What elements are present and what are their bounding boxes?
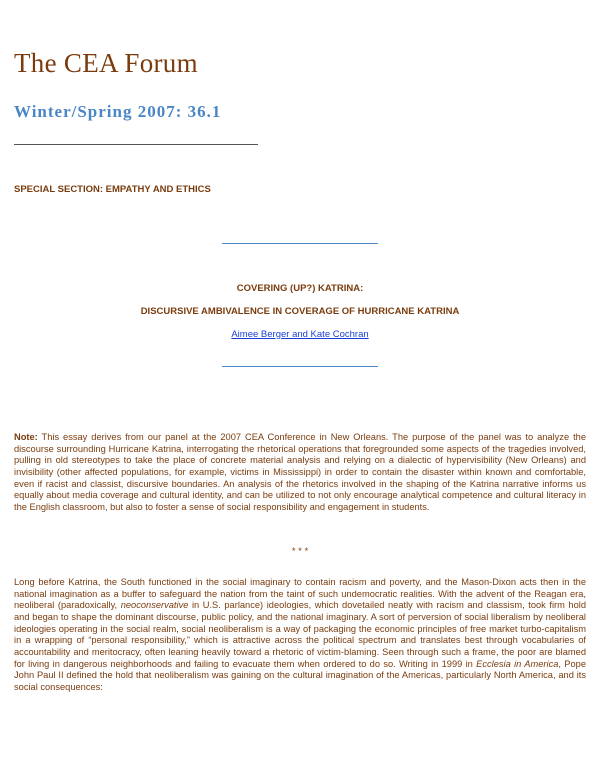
editorial-note xyxy=(14,432,586,514)
body-text-3: , Pope John Paul II defined the hold that neoliberalism was gaining on the cultural imagination of the Americas, particularly North America, and its social consequences: xyxy=(14,658,586,692)
journal-title: The CEA Forum xyxy=(14,48,198,78)
issue-label: Winter/Spring 2007: 36.1 xyxy=(14,102,222,121)
body-text-2: in U.S. parlance) ideologies, which dovetailed neatly with racism and classism, took firm hold and began to shape the dominant discourse, public policy, and the national imaginary. A sort of perversion of social liberalism by neoliberal ideologies operating in the social realm, social neoliberalism is a way of packaging the economic principles of free market turbo-capitalism in a wrapping of “personal responsibility,” which is attractive across the political spectrum and translates best through vocabularies of accountability and meritocracy, often leaning heavily toward a rhetoric of victim-blaming. Seen through such a frame, the poor are blamed for living in dangerous neighborhoods and failing to evacuate them when ordered to do so. Writing in 1999 in xyxy=(14,600,586,669)
title-divider-top xyxy=(222,243,378,244)
section-label: SPECIAL SECTION: EMPATHY AND ETHICS xyxy=(14,184,211,195)
body-text-1: Long before Katrina, the South functioned in the social imaginary to contain racism and poverty, and the Mason-Dixon acts then in the national imagination as a buffer to safeguard the nation from the taint of such undemocratic realities. With the advent of the Reagan era, neoliberal (paradoxically, xyxy=(14,577,586,611)
section-separator: * * * xyxy=(291,546,309,557)
article-title-line1: COVERING (UP?) KATRINA: xyxy=(236,283,364,294)
body-emphasis-1: neoconservative xyxy=(120,600,189,611)
body-emphasis-2: Ecclesia in America xyxy=(476,658,559,669)
authors-link[interactable]: Aimee Berger and Kate Cochran xyxy=(231,329,369,340)
note-label: Note: xyxy=(14,432,38,442)
header-divider xyxy=(14,144,258,145)
article-title-line2: DISCURSIVE AMBIVALENCE IN COVERAGE OF HURRICANE KATRINA xyxy=(140,306,460,317)
authors xyxy=(0,329,600,340)
title-divider-bottom xyxy=(222,366,378,367)
body-paragraph xyxy=(14,577,586,694)
note-text: This essay derives from our panel at the 2007 CEA Conference in New Orleans. The purpose of the panel was to analyze the discourse surrounding Hurricane Katrina, interrogating the rhetorical operations that foregrounded some aspects of the tragedies involved, pulling in old stereotypes to take the place of concrete material analysis and relying on a dialectic of hypervisibility (New Orleans) and invisibility (other affected populations, for example, victims in Mississippi) in order to contain the disaster within known and comfortable, even if racist and classist, discursive boundaries. An analysis of the rhetorics involved in the shaping of the Katrina narrative informs us equally about media coverage and cultural identity, and can be utilized to not only encourage analytical competence and cultural literacy in the English classroom, but also to foster a sense of social responsibility and engagement in students. xyxy=(14,432,586,512)
